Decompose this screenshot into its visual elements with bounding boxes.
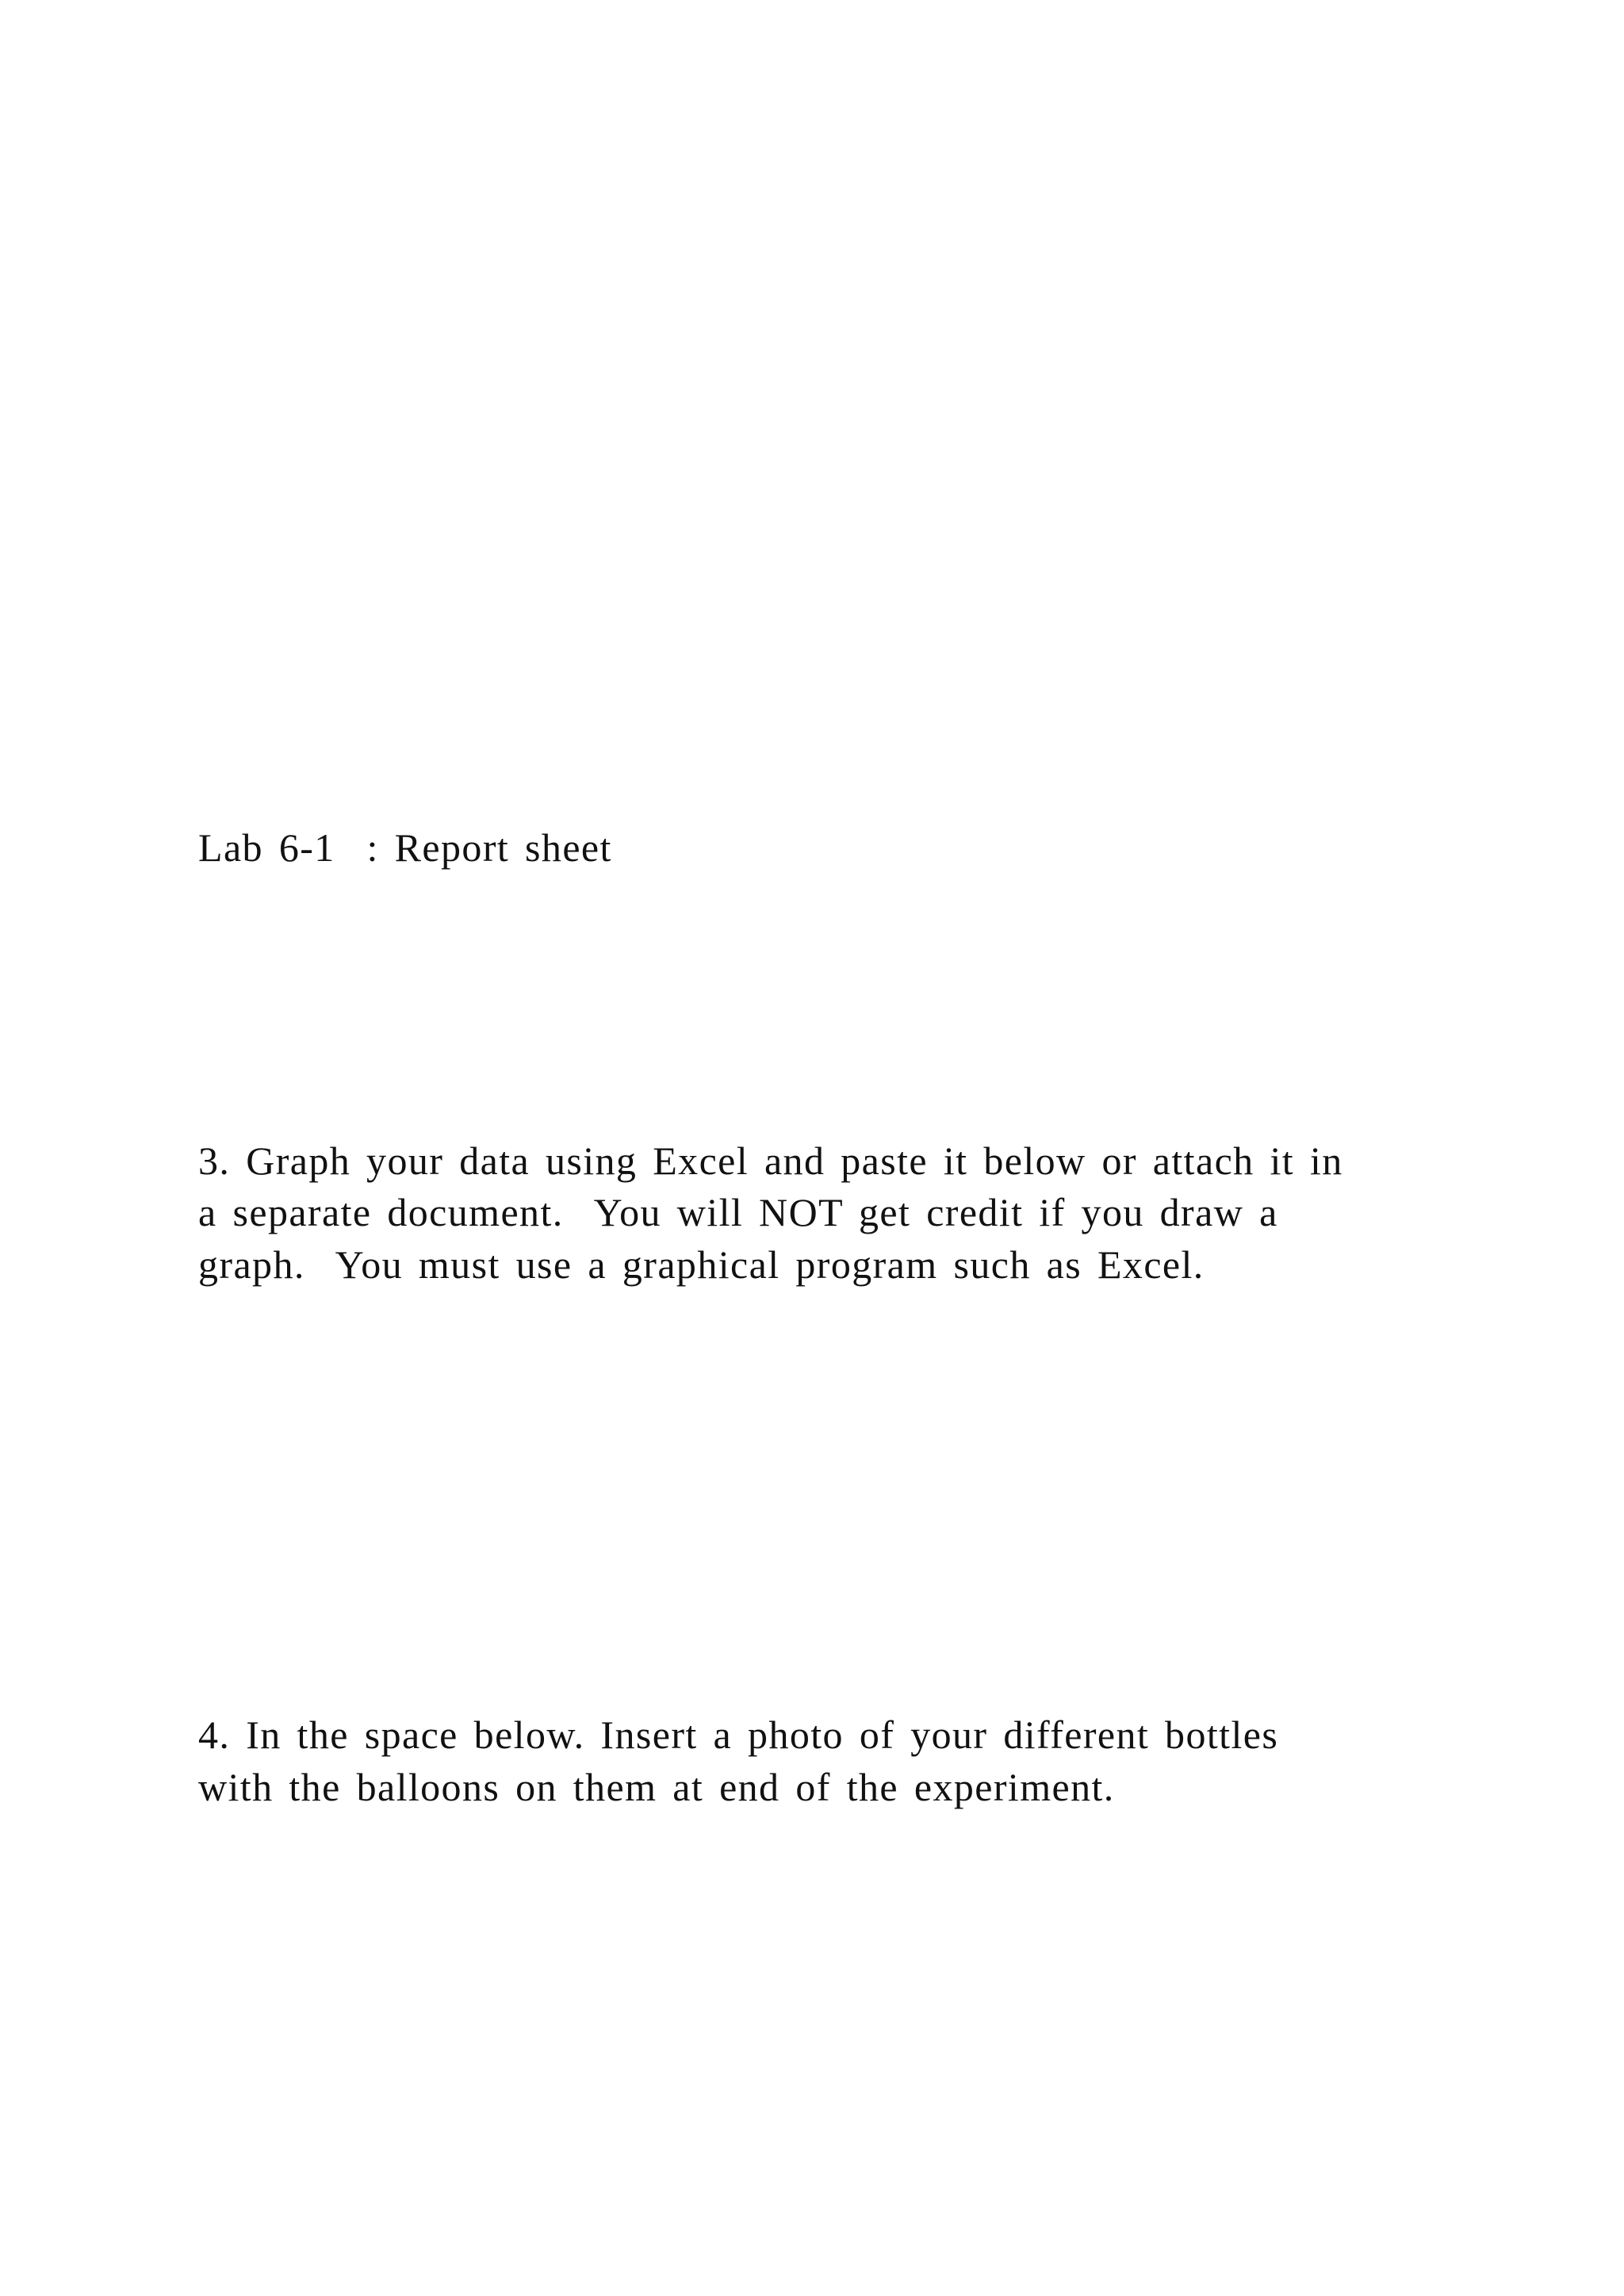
question-4-line-2: with the balloons on them at end of the experiment. <box>198 1765 1115 1809</box>
question-3-line-1: 3. Graph your data using Excel and paste it below or attach it in <box>198 1138 1343 1183</box>
question-3-line-2: a separate document. You will NOT get credit if you draw a <box>198 1190 1278 1234</box>
question-4-line-1: 4. In the space below. Insert a photo of your different bottles <box>198 1712 1279 1757</box>
question-3-line-3: graph. You must use a graphical program such as Excel. <box>198 1242 1205 1287</box>
page-title: Lab 6-1 : Report sheet <box>198 825 612 870</box>
